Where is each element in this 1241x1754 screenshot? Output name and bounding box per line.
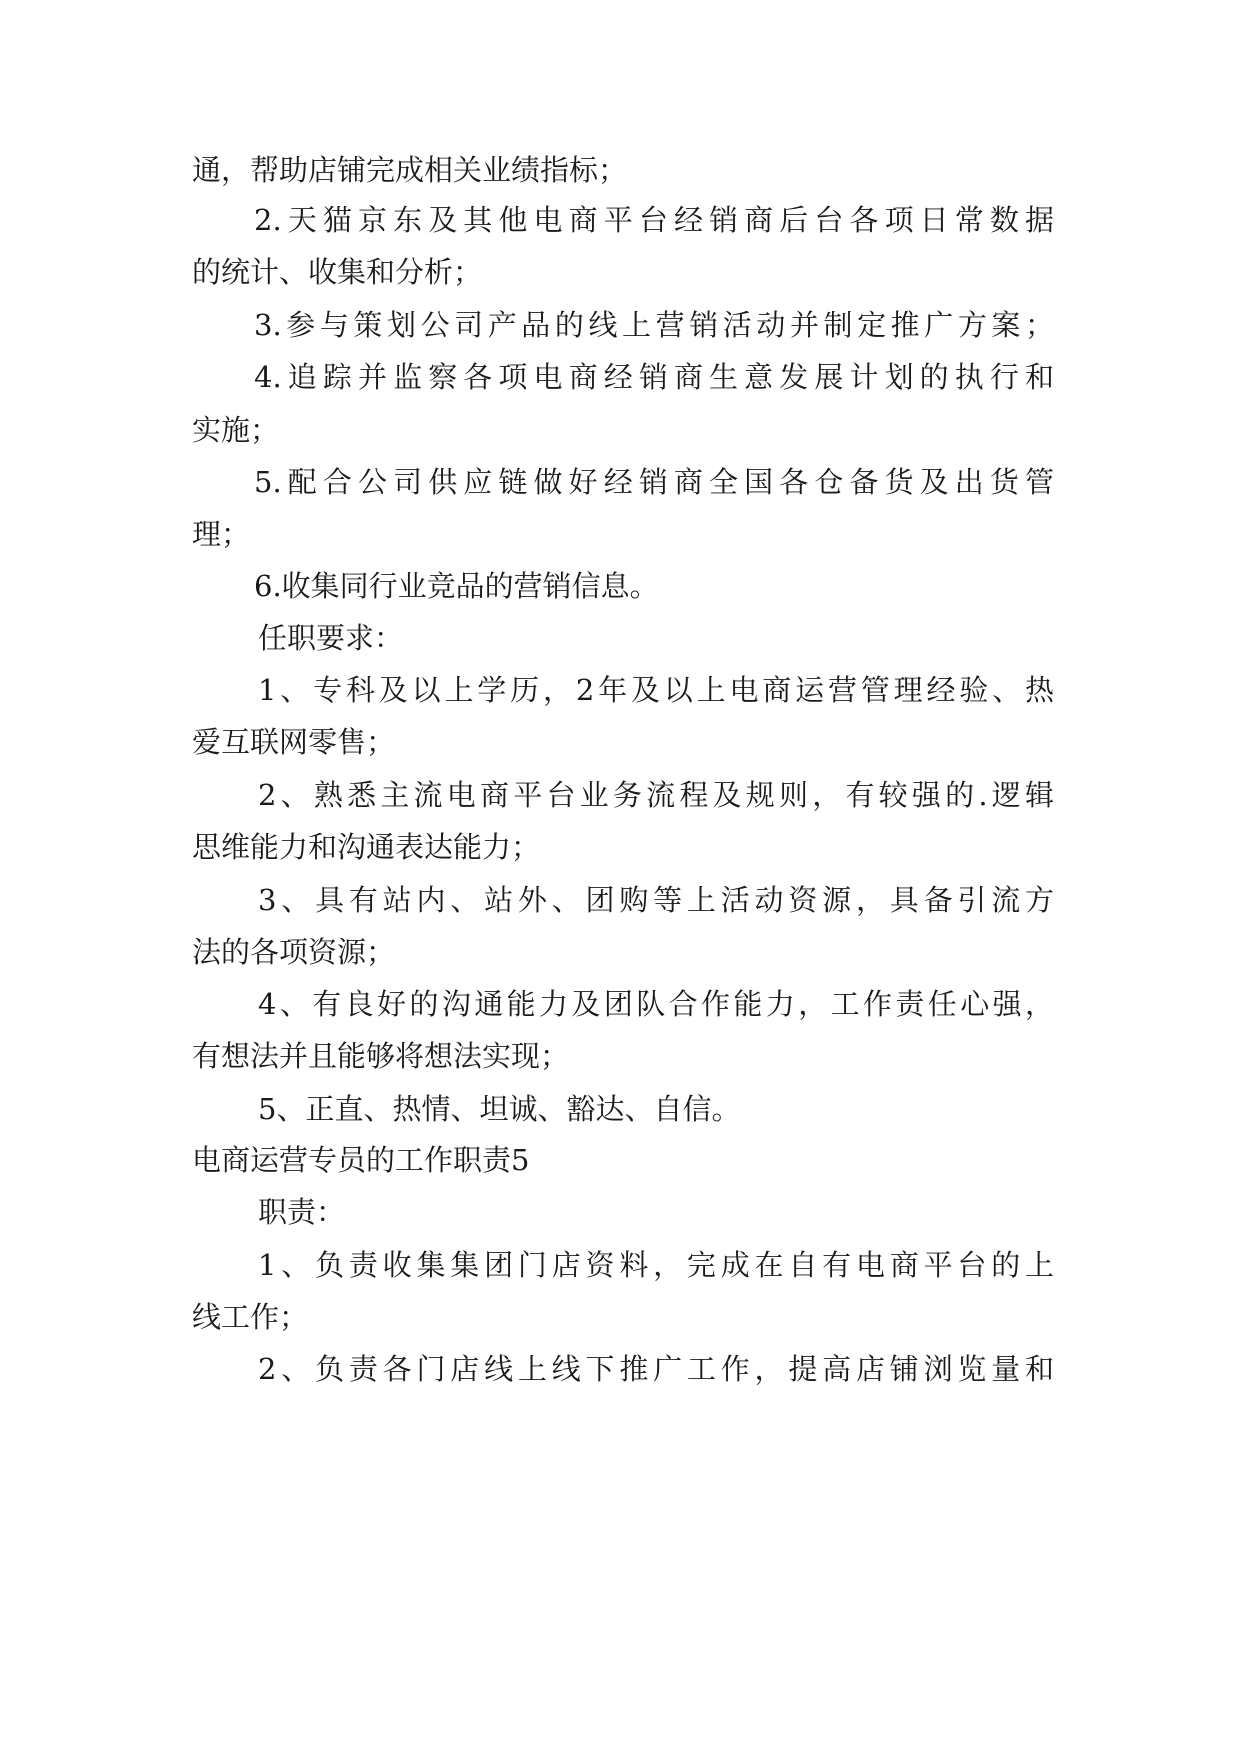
text-line: 4、有良好的沟通能力及团队合作能力，工作责任心强， — [258, 987, 1054, 1021]
text-line: 有想法并且能够将想法实现； — [192, 1039, 570, 1073]
text-line: 的统计、收集和分析； — [192, 255, 483, 289]
text-line: 实施； — [192, 413, 280, 447]
text-line: 6.收集同行业竞品的营销信息。 — [254, 569, 659, 603]
text-line: 3.参与策划公司产品的线上营销活动并制定推广方案； — [254, 308, 1054, 342]
text-line: 4.追踪并监察各项电商经销商生意发展计划的执行和 — [254, 360, 1054, 394]
text-line: 1、负责收集集团门店资料，完成在自有电商平台的上 — [258, 1248, 1054, 1282]
text-line: 3、具有站内、站外、团购等上活动资源，具备引流方 — [258, 883, 1054, 917]
text-line: 2、负责各门店线上线下推广工作，提高店铺浏览量和 — [258, 1352, 1054, 1386]
text-line: 线工作； — [192, 1300, 309, 1334]
text-line: 5.配合公司供应链做好经销商全国各仓备货及出货管 — [254, 465, 1054, 499]
section-title: 电商运营专员的工作职责5 — [192, 1143, 530, 1177]
text-line: 思维能力和沟通表达能力； — [192, 830, 541, 864]
text-line: 2、熟悉主流电商平台业务流程及规则，有较强的.逻辑 — [258, 778, 1054, 812]
text-line: 理； — [192, 517, 251, 551]
text-line: 通，帮助店铺完成相关业绩指标； — [192, 153, 628, 187]
section-heading: 任职要求： — [258, 621, 404, 655]
section-heading: 职责： — [258, 1195, 346, 1229]
text-line: 爱互联网零售； — [192, 725, 396, 759]
text-line: 2.天猫京东及其他电商平台经销商后台各项日常数据 — [254, 203, 1054, 237]
text-line: 法的各项资源； — [192, 935, 396, 969]
text-line: 5、正直、热情、坦诚、豁达、自信。 — [258, 1092, 741, 1126]
text-line: 1、专科及以上学历，2年及以上电商运营管理经验、热 — [258, 673, 1054, 707]
